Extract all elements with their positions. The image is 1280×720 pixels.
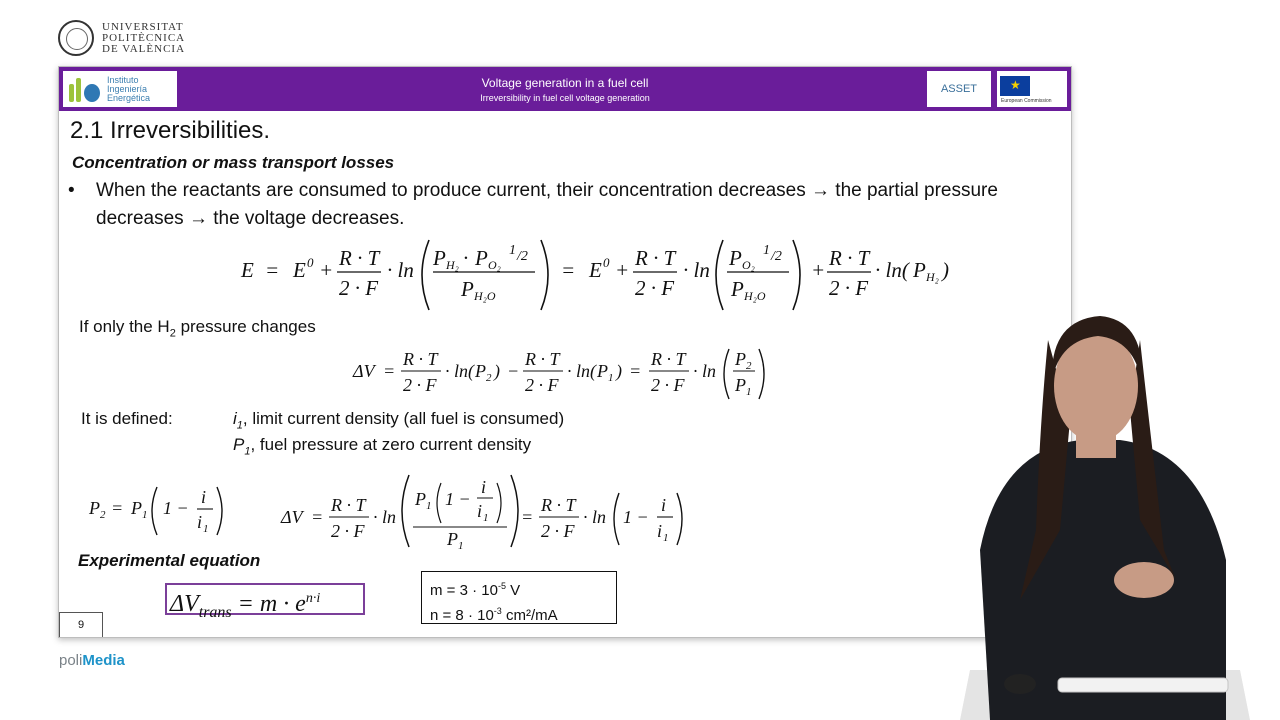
svg-text:1: 1 xyxy=(763,243,770,258)
svg-text:1: 1 xyxy=(483,512,489,524)
svg-text:=: = xyxy=(265,258,280,282)
svg-text:2: 2 xyxy=(486,372,492,384)
svg-text:2 · F: 2 · F xyxy=(525,375,559,395)
svg-text:P: P xyxy=(597,361,608,381)
svg-text:P: P xyxy=(735,349,746,369)
svg-text:i: i xyxy=(201,487,207,507)
svg-text:2: 2 xyxy=(746,360,752,372)
svg-text:P: P xyxy=(475,361,486,381)
slide-subheading: Concentration or mass transport losses xyxy=(72,153,395,172)
svg-text:P: P xyxy=(131,498,142,518)
svg-text:E: E xyxy=(241,258,254,282)
svg-text:): ) xyxy=(942,258,949,282)
svg-text:P: P xyxy=(475,246,488,270)
svg-text:R · T: R · T xyxy=(635,246,676,270)
svg-text:i: i xyxy=(481,477,487,497)
svg-text:R · T: R · T xyxy=(829,246,870,270)
delta-v-pressure-equation xyxy=(349,343,769,405)
university-name: UNIVERSITAT POLITÈCNICA DE VALÈNCIA xyxy=(102,20,186,55)
svg-text:ΔV: ΔV xyxy=(353,361,375,381)
svg-text:H₂O: H₂O xyxy=(474,289,496,303)
asset-logo: ASSET xyxy=(927,71,991,107)
experimental-equation-box: $\Delta V_{trans} = m \cdot e^{n\cdot i}$ xyxy=(165,583,365,615)
svg-text:1: 1 xyxy=(203,523,209,535)
svg-text:· ln: · ln xyxy=(387,258,414,282)
svg-text:/2: /2 xyxy=(771,249,782,264)
svg-text:=: = xyxy=(383,361,396,381)
svg-text:2 · F: 2 · F xyxy=(403,375,437,395)
delta-v-current-equation xyxy=(277,471,687,551)
svg-text:1: 1 xyxy=(142,509,148,521)
svg-text:2: 2 xyxy=(100,509,106,521)
svg-text:· ln(: · ln( xyxy=(567,361,596,381)
svg-text:· ln: · ln xyxy=(683,258,710,282)
svg-text:−: − xyxy=(507,361,520,381)
svg-text:=: = xyxy=(521,507,534,527)
svg-text:2 · F: 2 · F xyxy=(331,521,365,541)
svg-text:+: + xyxy=(319,258,334,282)
svg-text:R · T: R · T xyxy=(339,246,380,270)
svg-text:· ln: · ln xyxy=(373,507,397,527)
eu-flag-icon xyxy=(1000,76,1030,96)
experimental-label: Experimental equation xyxy=(78,551,261,570)
svg-text:P: P xyxy=(731,277,744,301)
svg-text:1 −: 1 − xyxy=(445,489,471,509)
svg-text:· ln: · ln xyxy=(583,507,607,527)
svg-text:i: i xyxy=(477,501,483,521)
svg-text:i: i xyxy=(661,495,667,515)
svg-text:E: E xyxy=(589,258,602,282)
eu-logo: ★ European Commission xyxy=(997,71,1067,107)
svg-text:+: + xyxy=(811,258,826,282)
presenter-figure xyxy=(940,300,1260,720)
svg-text:1: 1 xyxy=(509,243,516,258)
header-subtitle: Irreversibility in fuel cell voltage generation xyxy=(480,93,650,103)
constant-m: $m = 3 \cdot 10^{-5}$ V xyxy=(430,581,521,599)
svg-text:R · T: R · T xyxy=(541,495,576,515)
svg-text:0: 0 xyxy=(603,255,610,270)
bullet-point: • When the reactants are consumed to produce current, their concentration decreases → the partial pressure decreases → the voltage decreases. xyxy=(68,177,1058,233)
definition-p1: $P_1$, fuel pressure at zero current density xyxy=(233,435,532,458)
polimedia-logo: poliMedia xyxy=(59,652,125,669)
svg-text:O₂: O₂ xyxy=(488,258,501,272)
svg-text:2 · F: 2 · F xyxy=(541,521,575,541)
constant-n: $n = 8 \cdot 10^{-3}$ cm²/mA xyxy=(430,606,558,624)
definition-i1: $i_1$, limit current density (all fuel is consumed) xyxy=(233,409,565,432)
svg-text:R · T: R · T xyxy=(403,349,438,369)
svg-text:2 · F: 2 · F xyxy=(651,375,685,395)
header-title: Voltage generation in a fuel cell xyxy=(481,76,649,90)
svg-text:E: E xyxy=(293,258,306,282)
svg-text:P: P xyxy=(461,277,474,301)
bullet-icon: • xyxy=(68,180,75,201)
svg-text:1: 1 xyxy=(608,372,614,384)
svg-text:R · T: R · T xyxy=(525,349,560,369)
slide: Instituto Ingeniería Energética Voltage generation in a fuel cell Irreversibility in fuel cell voltage generation ASSET ★ European Commission 2.1 Irreversibilities. Concentration or mass transport losses • When the reactants are consumed to produce current, their concentration decreases → the partial pressure decreases → the voltage decreases. E = E 0 + R · T 2 · F · ln P H₂ · P O₂ 1 /2 P H₂O = E 0 + R · T 2 · F · ln P O₂ 1 /2 P H₂O + R · T 2 · F · ln( P H₂ ) If only the $H_2$ pressure changes ΔV = R · T 2 · F · ln( P 2 ) − R · T 2 · F · ln( P 1 ) = R · T 2 · F · ln P 2 P 1 It is defined: $i_1$, limit current density (all fuel is consumed) $P_1$, fuel pressure at zero current density P 2 = P 1 1 − i i 1 ΔV = R · T 2 · F · ln P 1 1 − i i 1 P 1 = R · T 2 · F · ln 1 − i i 1 Experimental equation $\Delta V_{trans} = m \cdot e^{n\cdot i}$ $m = 3 \cdot 10^{-5}$ V $n = 8 \cdot 10^{-3}$ cm²/mA 9 xyxy=(58,66,1072,638)
svg-text:P: P xyxy=(415,489,426,509)
h2-pressure-text: If only the $H_2$ pressure changes xyxy=(79,317,316,340)
constants-box xyxy=(421,571,617,624)
svg-text:=: = xyxy=(111,498,124,518)
svg-text:): ) xyxy=(494,361,500,381)
svg-text:ΔV: ΔV xyxy=(281,507,303,527)
svg-text:i: i xyxy=(657,521,663,541)
svg-text:=: = xyxy=(561,258,576,282)
svg-text:1: 1 xyxy=(458,540,464,551)
svg-text:P: P xyxy=(89,498,100,518)
svg-text:=: = xyxy=(311,507,324,527)
svg-text:H₂: H₂ xyxy=(926,270,939,284)
svg-text:P: P xyxy=(433,246,446,270)
svg-text:1: 1 xyxy=(663,532,669,544)
slide-header xyxy=(59,67,1071,111)
svg-text:2 · F: 2 · F xyxy=(829,276,869,300)
svg-text:1 −: 1 − xyxy=(163,498,189,518)
svg-text:O₂: O₂ xyxy=(742,258,755,272)
university-seal-icon xyxy=(58,20,94,56)
svg-text:=: = xyxy=(629,361,642,381)
svg-text:P: P xyxy=(913,258,926,282)
svg-text:P: P xyxy=(735,375,746,395)
p2-equation xyxy=(85,481,235,537)
institute-logo: Instituto Ingeniería Energética xyxy=(63,71,177,107)
svg-text:/2: /2 xyxy=(517,249,528,264)
svg-text:2 · F: 2 · F xyxy=(339,276,379,300)
svg-text:): ) xyxy=(616,361,622,381)
svg-text:·: · xyxy=(463,246,469,270)
svg-text:1: 1 xyxy=(746,386,752,398)
svg-text:H₂O: H₂O xyxy=(744,289,766,303)
slide-heading: 2.1 Irreversibilities. xyxy=(70,117,271,144)
svg-text:R · T: R · T xyxy=(331,495,366,515)
svg-text:1 −: 1 − xyxy=(623,507,649,527)
svg-text:P: P xyxy=(447,529,458,549)
nernst-equation xyxy=(229,232,949,318)
svg-text:+: + xyxy=(615,258,630,282)
svg-text:H₂: H₂ xyxy=(446,258,459,272)
svg-text:· ln: · ln xyxy=(693,361,717,381)
svg-text:2 · F: 2 · F xyxy=(635,276,675,300)
svg-text:0: 0 xyxy=(307,255,314,270)
svg-text:1: 1 xyxy=(426,500,432,512)
svg-text:· ln(: · ln( xyxy=(445,361,474,381)
page-number: 9 xyxy=(59,612,103,638)
svg-text:i: i xyxy=(197,512,203,532)
svg-text:R · T: R · T xyxy=(651,349,686,369)
svg-text:P: P xyxy=(729,246,742,270)
svg-text:· ln(: · ln( xyxy=(875,258,909,282)
university-logo xyxy=(58,20,185,56)
